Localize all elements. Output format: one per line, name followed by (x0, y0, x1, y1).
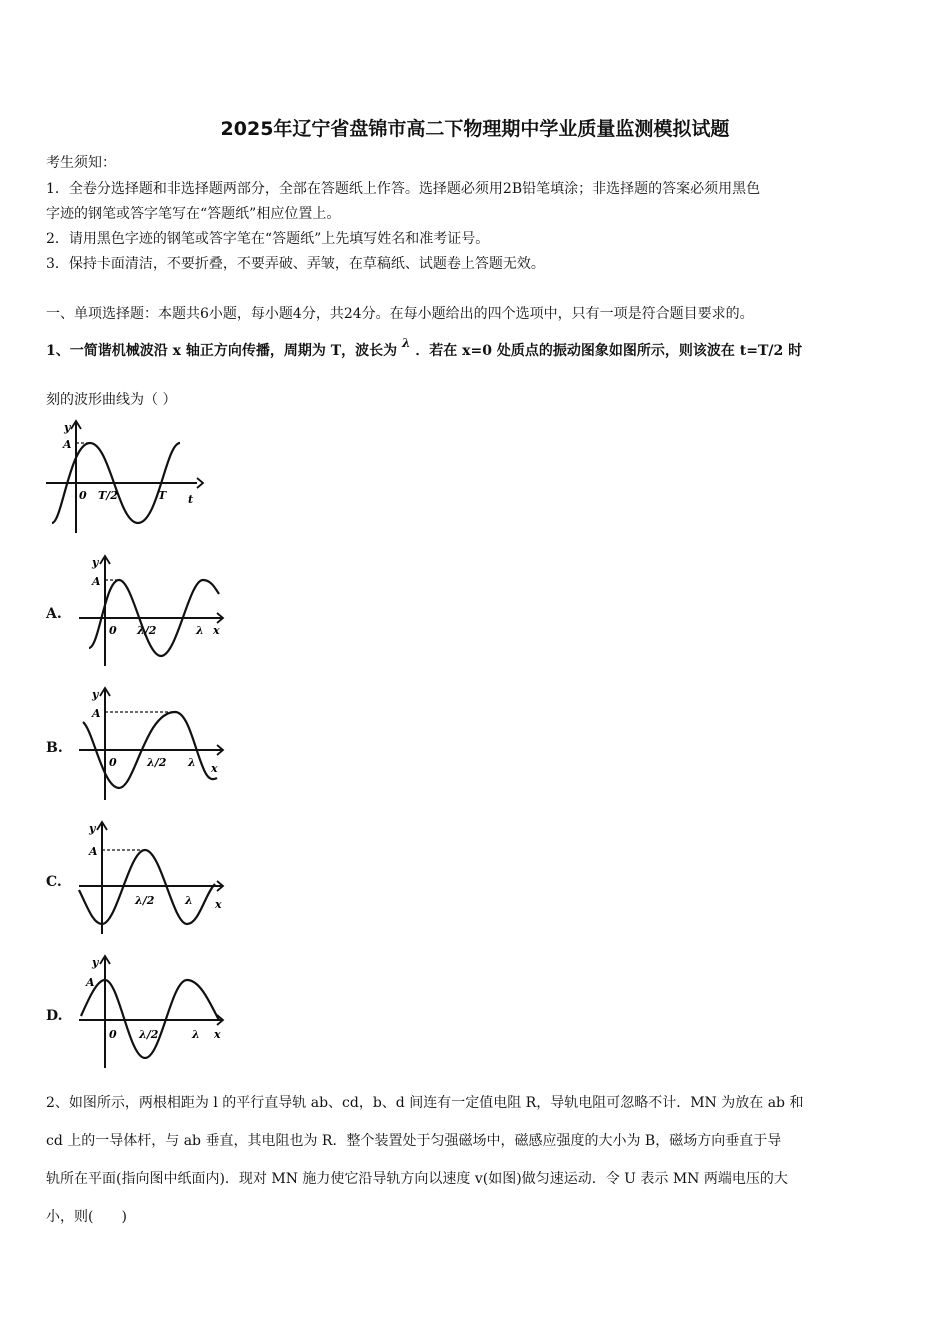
y-label: y (92, 956, 99, 969)
question-2-line-2: cd 上的一导体杆，与 ab 垂直，其电阻也为 R．整个装置处于匀强磁场中，磁感应强度的大小为 B，磁场方向垂直于导 (46, 1133, 782, 1149)
question-1-line-1 (46, 336, 803, 360)
section-heading: 一、单项选择题：本题共6小题，每小题4分，共24分。在每小题给出的四个选项中，只有一项是符合题目要求的。 (46, 306, 754, 322)
notice-item-2: 2．请用黑色字迹的钢笔或答字笔在“答题纸”上先填写姓名和准考证号。 (46, 231, 490, 247)
wavelength-label: λ (192, 1028, 200, 1041)
notice-item-1b: 字迹的钢笔或答字笔写在“答题纸”相应位置上。 (46, 206, 341, 222)
t-axis-arrow (197, 478, 203, 488)
question-1-text-a: 1、一简谐机械波沿 x 轴正方向传播，周期为 T，波长为 (46, 343, 398, 359)
y-label: y (92, 688, 99, 701)
option-a-graph[interactable] (75, 548, 235, 670)
y-label: y (64, 421, 71, 434)
x-label: x (213, 624, 220, 637)
half-wavelength-label: λ/2 (147, 756, 167, 769)
option-b-graph[interactable] (75, 682, 235, 804)
question-2-line-4: 小，则( ) (46, 1209, 127, 1225)
amplitude-label: A (63, 438, 72, 451)
origin-label: 0 (109, 756, 117, 769)
period-label: T (158, 489, 167, 502)
vibration-graph (42, 415, 212, 540)
option-c-graph[interactable] (75, 816, 235, 938)
half-wavelength-label: λ/2 (137, 624, 157, 637)
origin-label: 0 (79, 489, 87, 502)
option-c-label[interactable]: C. (46, 874, 62, 890)
y-label: y (92, 556, 99, 569)
lambda-symbol: λ (402, 336, 411, 350)
wavelength-label: λ (196, 624, 204, 637)
page-title: 2025年辽宁省盘锦市高二下物理期中学业质量监测模拟试题 (220, 118, 730, 140)
wavelength-label: λ (188, 756, 196, 769)
wavelength-label: λ (185, 894, 193, 907)
option-a-label[interactable]: A. (46, 606, 62, 622)
origin-label: 0 (109, 1028, 117, 1041)
x-label: x (215, 898, 222, 911)
amplitude-label: A (92, 575, 101, 588)
x-label: x (211, 762, 218, 775)
question-1-line-2: 刻的波形曲线为（ ） (46, 392, 177, 408)
amplitude-label: A (86, 976, 95, 989)
amplitude-label: A (89, 845, 98, 858)
half-wavelength-label: λ/2 (139, 1028, 159, 1041)
notice-heading: 考生须知： (46, 155, 116, 171)
option-d-label[interactable]: D. (46, 1008, 63, 1024)
question-2-line-3: 轨所在平面(指向图中纸面内)．现对 MN 施力使它沿导轨方向以速度 v(如图)做匀速运动．令 U 表示 MN 两端电压的大 (46, 1171, 788, 1187)
x-label: x (214, 1028, 221, 1041)
option-b-label[interactable]: B. (46, 740, 63, 756)
origin-label: 0 (109, 624, 117, 637)
notice-item-3: 3．保持卡面清洁，不要折叠，不要弄破、弄皱，在草稿纸、试题卷上答题无效。 (46, 256, 545, 272)
question-2-line-1: 2、如图所示，两根相距为 l 的平行直导轨 ab、cd，b、d 间连有一定值电阻 R，导轨电阻可忽略不计．MN 为放在 ab 和 (46, 1095, 804, 1111)
question-1-text-b: ．若在 x=0 处质点的振动图象如图所示，则该波在 t=T/2 时 (415, 343, 803, 359)
half-wavelength-label: λ/2 (135, 894, 155, 907)
option-d-graph[interactable] (75, 950, 235, 1072)
t-label: t (188, 493, 194, 506)
notice-item-1a: 1．全卷分选择题和非选择题两部分，全部在答题纸上作答。选择题必须用2B铅笔填涂；非选择题的答案必须用黑色 (46, 181, 761, 197)
y-label: y (89, 822, 96, 835)
half-period-label: T/2 (98, 489, 118, 502)
amplitude-label: A (92, 707, 101, 720)
